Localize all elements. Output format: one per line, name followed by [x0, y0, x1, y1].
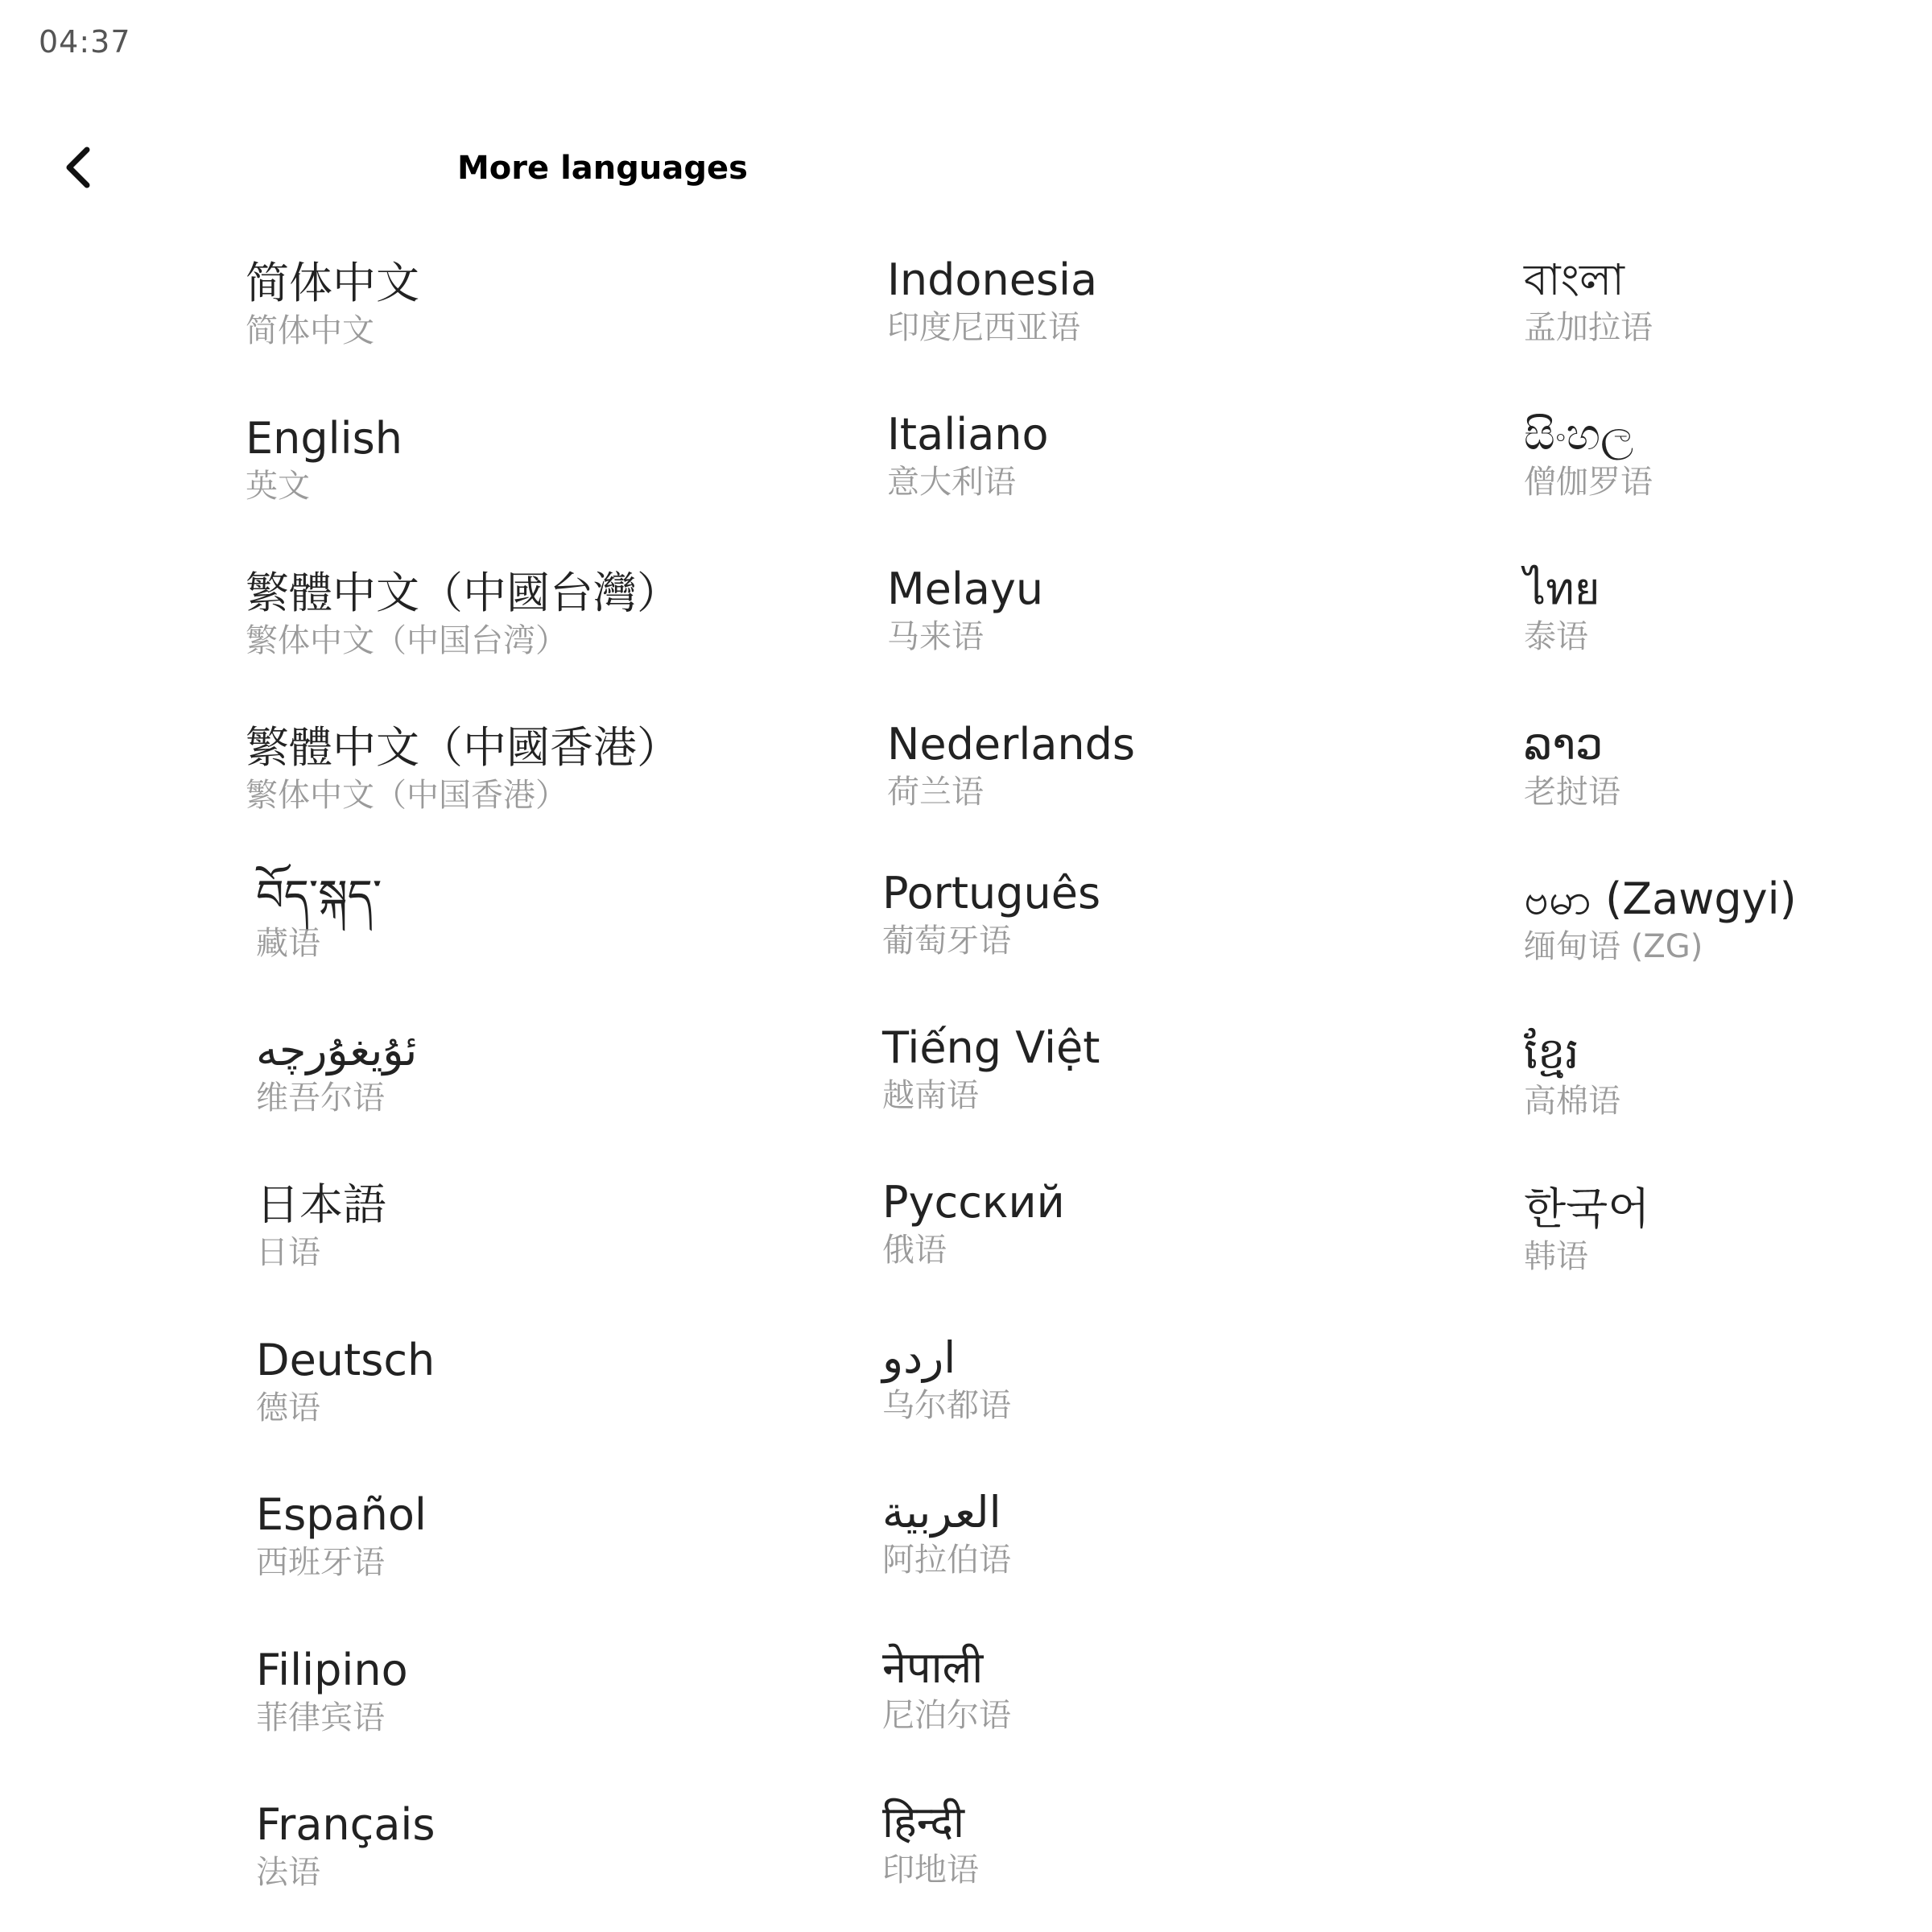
- language-native-name: Nederlands: [887, 719, 1136, 770]
- language-item[interactable]: [1524, 1028, 1932, 1121]
- language-chinese-name: 韩语: [1524, 1238, 1588, 1275]
- language-item[interactable]: [1524, 254, 1932, 348]
- language-chinese-name: 英文: [246, 468, 310, 505]
- language-item[interactable]: [256, 1799, 819, 1893]
- language-chinese-name: 意大利语: [887, 464, 1016, 501]
- language-chinese-name: 德语: [256, 1389, 320, 1426]
- language-native-name: বাংলা: [1524, 254, 1624, 305]
- language-chinese-name: 高棉语: [1524, 1083, 1620, 1120]
- language-native-name: اردو: [882, 1332, 956, 1383]
- language-native-name: 简体中文: [246, 258, 419, 308]
- language-item[interactable]: [256, 1645, 819, 1738]
- language-item[interactable]: [887, 409, 1451, 502]
- language-chinese-name: 孟加拉语: [1524, 309, 1653, 346]
- language-item[interactable]: [882, 1177, 1446, 1270]
- language-native-name: Português: [882, 868, 1101, 919]
- language-item[interactable]: [256, 1335, 819, 1428]
- language-native-name: Italiano: [887, 409, 1049, 460]
- language-chinese-name: 泰语: [1524, 618, 1588, 655]
- language-native-name: 한국어: [1524, 1183, 1650, 1234]
- language-chinese-name: 繁体中文（中国台湾）: [246, 622, 568, 659]
- language-item[interactable]: [887, 719, 1451, 812]
- language-native-name: བོད་སྐད་: [256, 870, 382, 921]
- language-native-name: Filipino: [256, 1645, 408, 1695]
- language-chinese-name: 西班牙语: [256, 1544, 385, 1581]
- language-native-name: Melayu: [887, 564, 1044, 614]
- language-item[interactable]: [1524, 873, 1932, 967]
- language-native-name: Indonesia: [887, 254, 1098, 305]
- language-native-name: العربية: [882, 1487, 1001, 1538]
- language-chinese-name: 俄语: [882, 1232, 947, 1269]
- language-chinese-name: 菲律宾语: [256, 1699, 385, 1736]
- language-chinese-name: 越南语: [882, 1077, 979, 1114]
- language-chinese-name: 繁体中文（中国香港）: [246, 777, 568, 814]
- language-item[interactable]: [256, 1489, 819, 1583]
- back-button[interactable]: [52, 142, 103, 193]
- language-chinese-name: 藏语: [256, 925, 320, 962]
- language-chinese-name: 印地语: [882, 1852, 979, 1889]
- language-item[interactable]: [256, 1179, 819, 1273]
- language-native-name: Deutsch: [256, 1335, 436, 1385]
- language-item[interactable]: [882, 1797, 1446, 1890]
- language-native-name: ဗမာ (Zawgyi): [1524, 873, 1797, 924]
- language-chinese-name: 老挝语: [1524, 774, 1620, 811]
- language-native-name: ខ្មែរ: [1524, 1028, 1579, 1079]
- language-chinese-name: 缅甸语 (ZG): [1524, 928, 1703, 965]
- language-chinese-name: 马来语: [887, 618, 984, 655]
- language-item[interactable]: [246, 413, 809, 506]
- language-chinese-name: 简体中文: [246, 312, 374, 349]
- language-item[interactable]: [256, 1025, 819, 1118]
- language-chinese-name: 印度尼西亚语: [887, 309, 1080, 346]
- language-item[interactable]: [882, 1487, 1446, 1580]
- language-chinese-name: 荷兰语: [887, 774, 984, 811]
- language-item[interactable]: [246, 722, 809, 815]
- page-title: More languages: [457, 150, 748, 187]
- language-native-name: ລາວ: [1524, 719, 1604, 770]
- language-native-name: हिन्दी: [882, 1797, 965, 1847]
- language-chinese-name: 日语: [256, 1234, 320, 1271]
- language-native-name: සිංහල: [1524, 409, 1634, 460]
- language-chinese-name: 葡萄牙语: [882, 923, 1011, 960]
- language-native-name: Tiếng Việt: [882, 1022, 1100, 1073]
- status-time: 04:37: [39, 24, 131, 60]
- language-item[interactable]: [882, 1022, 1446, 1116]
- language-item[interactable]: [882, 868, 1446, 961]
- language-item[interactable]: [887, 254, 1451, 348]
- language-item[interactable]: [882, 1642, 1446, 1736]
- language-item[interactable]: [1524, 409, 1932, 502]
- language-native-name: Español: [256, 1489, 427, 1540]
- language-native-name: 繁體中文（中國香港）: [246, 722, 680, 773]
- language-item[interactable]: [256, 870, 819, 964]
- language-chinese-name: 僧伽罗语: [1524, 464, 1653, 501]
- language-item[interactable]: [246, 568, 809, 661]
- language-chinese-name: 阿拉伯语: [882, 1542, 1011, 1579]
- language-native-name: ئۇيغۇرچە: [256, 1025, 418, 1075]
- language-chinese-name: 尼泊尔语: [882, 1697, 1011, 1734]
- language-item[interactable]: [887, 564, 1451, 657]
- language-chinese-name: 乌尔都语: [882, 1387, 1011, 1424]
- language-item[interactable]: [882, 1332, 1446, 1426]
- language-native-name: Русский: [882, 1177, 1065, 1228]
- language-native-name: नेपाली: [882, 1642, 984, 1693]
- language-native-name: ไทย: [1524, 564, 1600, 614]
- language-item[interactable]: [1524, 719, 1932, 812]
- language-item[interactable]: [246, 258, 809, 351]
- language-native-name: 繁體中文（中國台灣）: [246, 568, 680, 618]
- language-chinese-name: 维吾尔语: [256, 1080, 385, 1117]
- language-chinese-name: 法语: [256, 1854, 320, 1891]
- language-native-name: English: [246, 413, 402, 464]
- language-native-name: Français: [256, 1799, 436, 1850]
- language-native-name: 日本語: [256, 1179, 386, 1230]
- language-item[interactable]: [1524, 1183, 1932, 1277]
- language-item[interactable]: [1524, 564, 1932, 657]
- chevron-left-icon: [60, 145, 95, 190]
